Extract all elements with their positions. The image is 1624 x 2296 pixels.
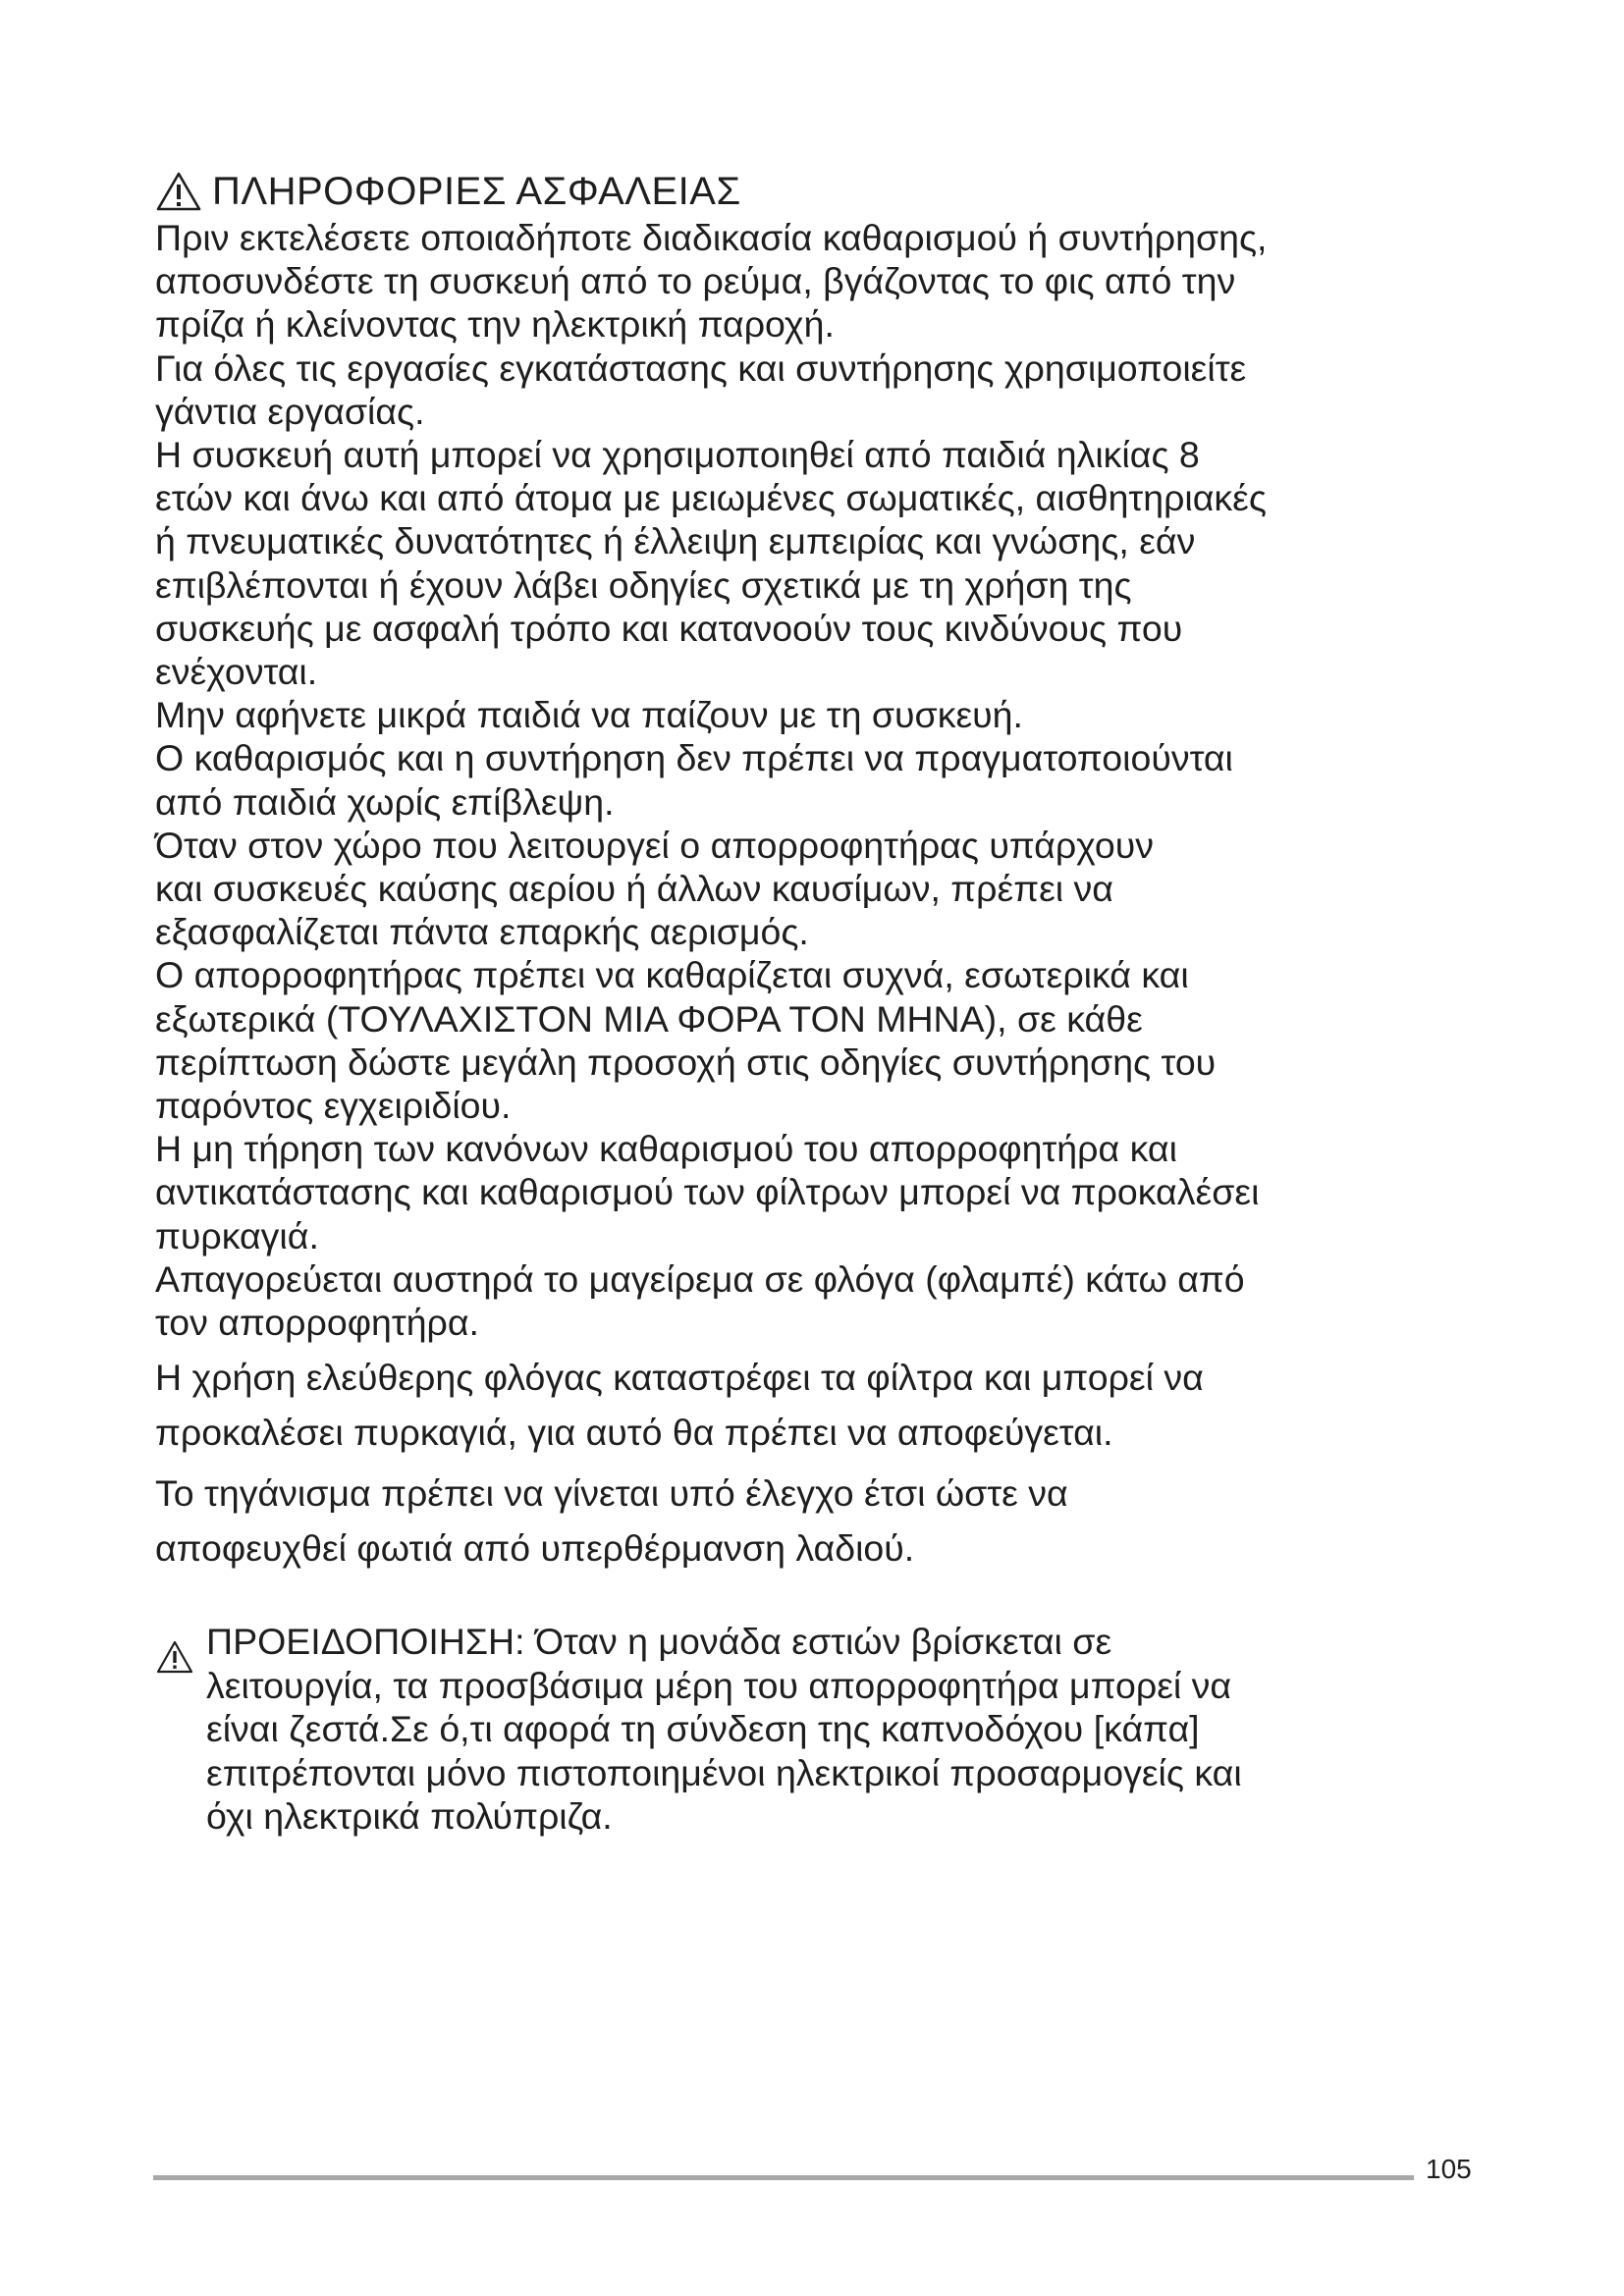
paragraph-line: ή πνευματικές δυνατότητες ή έλλειψη εμπειρίας και γνώσης, εάν — [155, 520, 1196, 562]
safety-paragraph — [155, 347, 1490, 433]
paragraph-line: Απαγορεύεται αυστηρά το μαγείρεμα σε φλόγα (φλαμπέ) κάτω από — [155, 1257, 1245, 1300]
warning-triangle-icon — [155, 1639, 194, 1675]
paragraph-line: συσκευής με ασφαλή τρόπο και κατανοούν τους κινδύνους που — [155, 607, 1183, 649]
paragraph-line: αποφευχθεί φωτιά από υπερθέρμανση λαδιού. — [155, 1527, 915, 1570]
warning-notice — [155, 1620, 1510, 1839]
paragraph-line: Η συσκευή αυτή μπορεί να χρησιμοποιηθεί από παιδιά ηλικίας 8 — [155, 434, 1200, 476]
safety-paragraph — [155, 1257, 1490, 1344]
warning-line: λειτουργία, τα προσβάσιμα μέρη του απορροφητήρα μπορεί να — [206, 1664, 1232, 1706]
warning-line: είναι ζεστά.Σε ό,τι αφορά τη σύνδεση της καπνοδόχου [κάπα] — [206, 1708, 1200, 1749]
warning-text — [206, 1620, 1242, 1839]
paragraph-line: επιβλέπονται ή έχουν λάβει οδηγίες σχετικά με τη χρήση της — [155, 563, 1132, 606]
paragraph-line: Το τηγάνισμα πρέπει να γίνεται υπό έλεγχο έτσι ώστε να — [155, 1472, 1068, 1515]
paragraph-line: αποσυνδέστε τη συσκευή από το ρεύμα, βγάζοντας το φις από την — [155, 260, 1236, 302]
paragraph-line: πρίζα ή κλείνοντας την ηλεκτρική παροχή. — [155, 303, 835, 346]
safety-paragraph — [155, 216, 1490, 347]
paragraph-line: Πριν εκτελέσετε οποιαδήποτε διαδικασία καθαρισμού ή συντήρησης, — [155, 217, 1268, 258]
paragraph-line: Ο απορροφητήρας πρέπει να καθαρίζεται συχνά, εσωτερικά και — [155, 954, 1189, 996]
paragraph-line: Μην αφήνετε μικρά παιδιά να παίζουν με τη συσκευή. — [155, 694, 1023, 736]
page-number: 105 — [1426, 2154, 1472, 2184]
paragraph-line: προκαλέσει πυρκαγιά, για αυτό θα πρέπει να αποφεύγεται. — [155, 1412, 1113, 1454]
paragraph-line: Η μη τήρηση των κανόνων καθαρισμού του απορροφητήρα και — [155, 1128, 1177, 1170]
safety-paragraph — [155, 433, 1490, 693]
paragraph-line: αντικατάστασης και καθαρισμού των φίλτρων μπορεί να προκαλέσει — [155, 1171, 1260, 1213]
paragraph-line: Όταν στον χώρο που λειτουργεί ο απορροφητήρας υπάρχουν — [155, 824, 1154, 866]
paragraph-line: εξασφαλίζεται πάντα επαρκής αερισμός. — [155, 911, 809, 953]
paragraph-line: τον απορροφητήρα. — [155, 1302, 479, 1344]
page-title: ΠΛΗΡΟΦΟΡΙΕΣ ΑΣΦΑΛΕΙΑΣ — [212, 170, 741, 213]
paragraph-line: από παιδιά χωρίς επίβλεψη. — [155, 780, 615, 823]
warning-triangle-icon — [155, 171, 202, 212]
paragraph-line: γάντια εργασίας. — [155, 390, 425, 432]
paragraph-line: ενέχονται. — [155, 651, 318, 693]
warning-line: όχι ηλεκτρικά πολύπριζα. — [206, 1795, 613, 1837]
safety-paragraph — [155, 1127, 1490, 1257]
paragraph-line: Για όλες τις εργασίες εγκατάστασης και συντήρησης χρησιμοποιείτε — [155, 347, 1247, 389]
paragraph-line: ετών και άνω και από άτομα με μειωμένες σωματικές, αισθητηριακές — [155, 477, 1267, 519]
safety-paragraph — [155, 1466, 1490, 1575]
footer-divider — [153, 2175, 1414, 2180]
section-heading — [155, 169, 741, 214]
paragraph-line: Ο καθαρισμός και η συντήρηση δεν πρέπει να πραγματοποιούνται — [155, 737, 1233, 779]
safety-paragraph — [155, 1350, 1490, 1460]
paragraph-line: Η χρήση ελεύθερης φλόγας καταστρέφει τα φίλτρα και μπορεί να — [155, 1357, 1204, 1399]
paragraph-line: εξωτερικά (ΤΟΥΛΑΧΙΣΤΟΝ ΜΙΑ ΦΟΡΑ ΤΟΝ ΜΗΝΑ), σε κάθε — [155, 997, 1143, 1040]
paragraph-line: παρόντος εγχειριδίου. — [155, 1085, 512, 1127]
paragraph-line: πυρκαγιά. — [155, 1214, 319, 1256]
safety-paragraph — [155, 824, 1490, 954]
warning-line: ΠΡΟΕΙΔΟΠΟΙΗΣΗ: Όταν η μονάδα εστιών βρίσκεται σε — [206, 1621, 1112, 1662]
warning-line: επιτρέπονται μόνο πιστοποιημένοι ηλεκτρικοί προσαρμογείς και — [206, 1751, 1242, 1793]
safety-paragraph — [155, 693, 1490, 736]
paragraph-line: και συσκευές καύσης αερίου ή άλλων καυσίμων, πρέπει να — [155, 868, 1113, 910]
paragraph-line: περίπτωση δώστε μεγάλη προσοχή στις οδηγίες συντήρησης του — [155, 1041, 1217, 1083]
safety-paragraph — [155, 736, 1490, 823]
safety-paragraph — [155, 953, 1490, 1127]
safety-body-text — [155, 216, 1490, 1575]
